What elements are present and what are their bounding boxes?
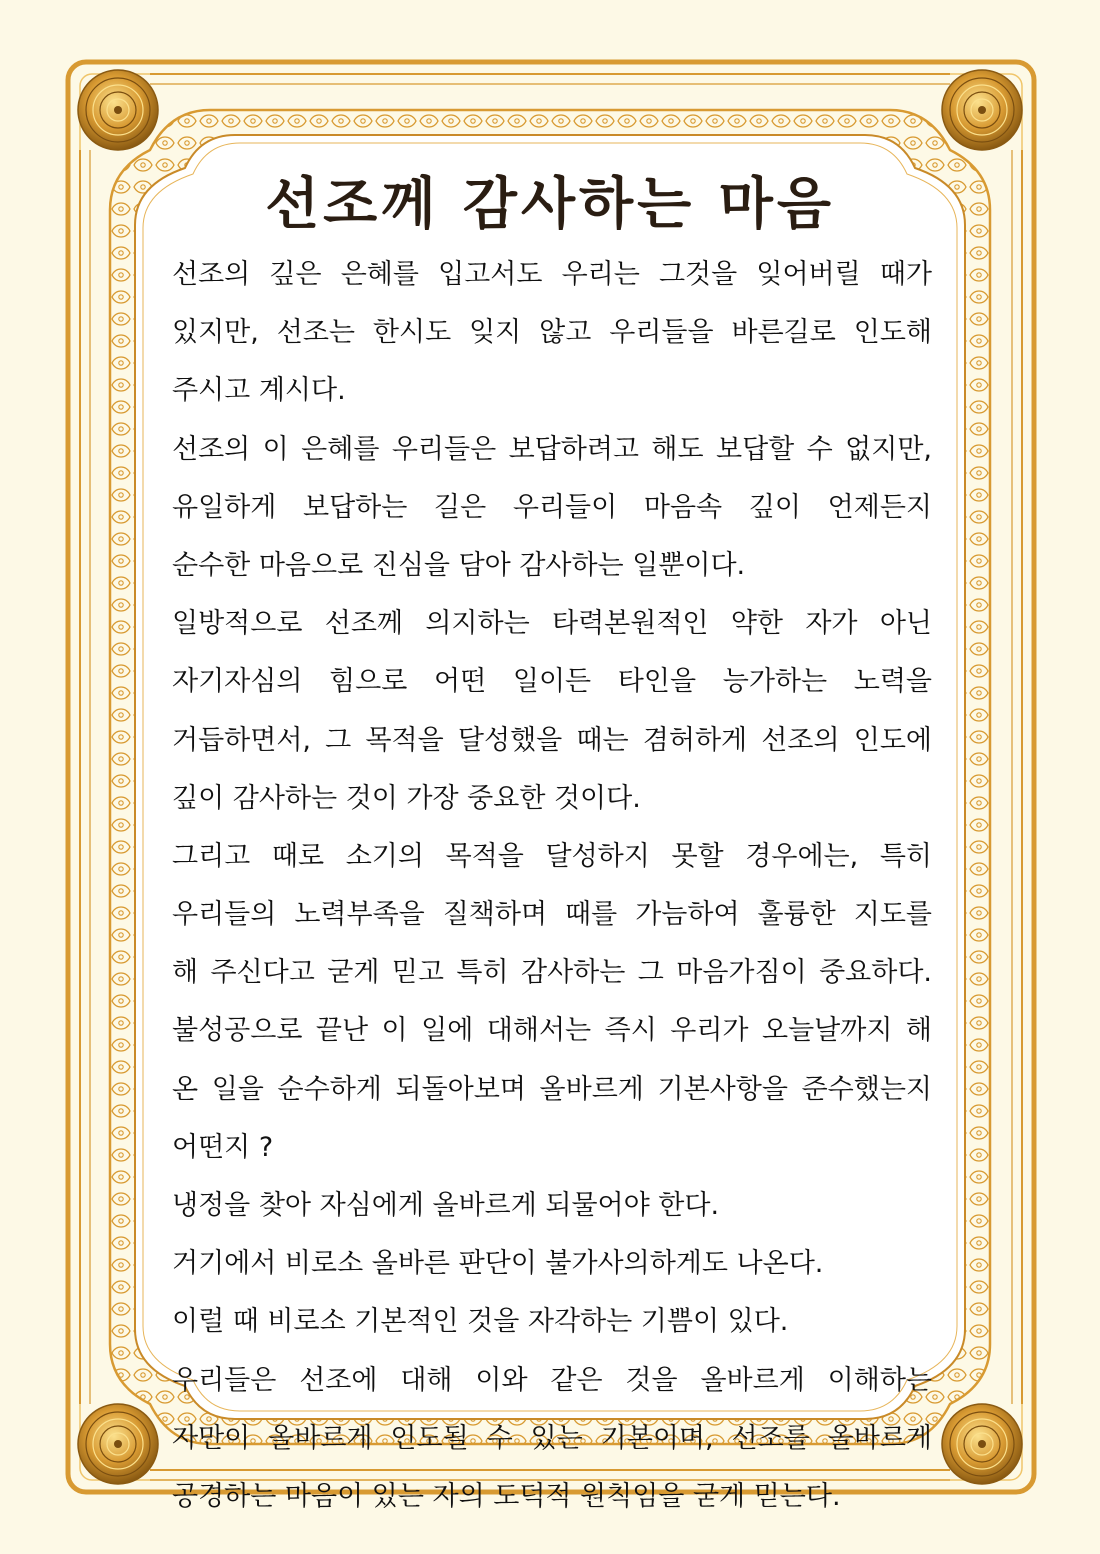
text-line: 이럴 때 비로소 기본적인 것을 자각하는 기쁨이 있다. xyxy=(172,1306,789,1338)
text-line: 순수한 마음으로 진심을 담아 감사하는 일뿐이다. xyxy=(172,549,746,581)
text-line: 자기자심의 힘으로 어떤 일이든 타인을 능가하는 노력을 xyxy=(172,666,932,698)
text-line: 유일하게 보답하는 길은 우리들이 마음속 깊이 언제든지 xyxy=(172,491,932,523)
corner-medallion-bottom-right xyxy=(942,1404,1022,1484)
text-line: 우리들의 노력부족을 질책하며 때를 가늠하여 훌륭한 지도를 xyxy=(172,899,932,931)
corner-medallion-top-left xyxy=(78,70,158,150)
text-line: 자만이 올바르게 인도될 수 있는 기본이며, 선조를 올바르게 xyxy=(172,1422,932,1454)
text-line: 있지만, 선조는 한시도 잊지 않고 우리들을 바른길로 인도해 xyxy=(172,317,932,349)
text-line: 어떤지 ? xyxy=(172,1131,274,1163)
text-line: 거기에서 비로소 올바른 판단이 불가사의하게도 나온다. xyxy=(172,1248,824,1280)
text-line: 거듭하면서, 그 목적을 달성했을 때는 겸허하게 선조의 인도에 xyxy=(172,724,932,756)
text-line: 깊이 감사하는 것이 가장 중요한 것이다. xyxy=(172,782,641,814)
text-line: 주시고 계시다. xyxy=(172,375,346,407)
text-line: 온 일을 순수하게 되돌아보며 올바르게 기본사항을 준수했는지 xyxy=(172,1073,932,1105)
text-line: 불성공으로 끝난 이 일에 대해서는 즉시 우리가 오늘날까지 해 xyxy=(172,1015,932,1047)
text-line: 우리들은 선조에 대해 이와 같은 것을 올바르게 이해하는 xyxy=(172,1364,932,1396)
text-line: 해 주신다고 굳게 믿고 특히 감사하는 그 마음가짐이 중요하다. xyxy=(172,957,932,989)
document-title: 선조께 감사하는 마음 xyxy=(265,172,835,237)
text-line: 일방적으로 선조께 의지하는 타력본원적인 약한 자가 아닌 xyxy=(172,608,932,640)
corner-medallion-top-right xyxy=(942,70,1022,150)
text-line: 냉정을 찾아 자심에게 올바르게 되물어야 한다. xyxy=(172,1190,720,1221)
document-body xyxy=(172,246,932,1526)
text-line: 선조의 깊은 은혜를 입고서도 우리는 그것을 잊어버릴 때가 xyxy=(172,259,932,290)
text-line: 선조의 이 은혜를 우리들은 보답하려고 해도 보답할 수 없지만, xyxy=(172,433,932,465)
text-line: 그리고 때로 소기의 목적을 달성하지 못할 경우에는, 특히 xyxy=(172,840,932,872)
text-line: 공경하는 마음이 있는 자의 도덕적 원칙임을 굳게 믿는다. xyxy=(172,1480,841,1512)
corner-medallion-bottom-left xyxy=(78,1404,158,1484)
